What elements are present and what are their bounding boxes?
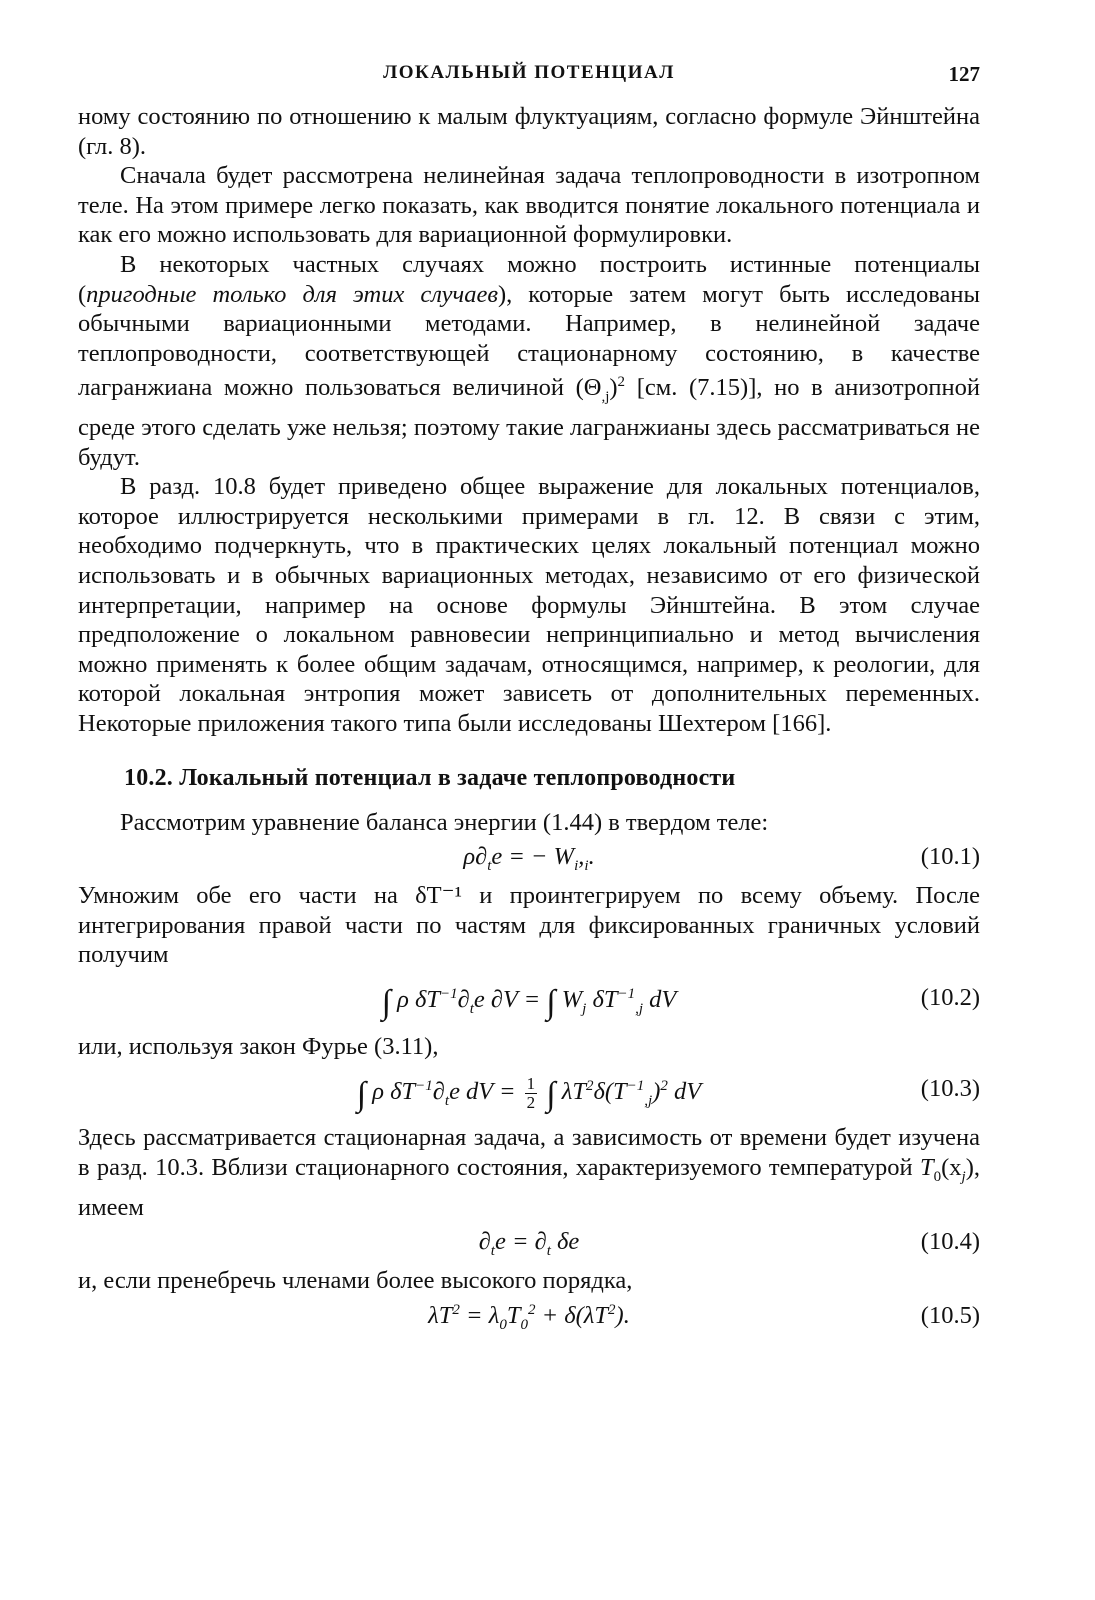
equation-expression: $\rho\partial_te$ = − $W_i,_i$. bbox=[463, 843, 595, 874]
paragraph-8: Здесь рассматривается стационарная задача, а зависимость от времени будет изучена в разд. 10.3. Вблизи стационарного состояния, характеризуемого температурой $T_0(x_j)$, имеем bbox=[78, 1124, 980, 1221]
equation-number: (10.2) bbox=[920, 983, 980, 1011]
equation-10-3 bbox=[78, 1061, 980, 1123]
equation-number: (10.5) bbox=[920, 1301, 980, 1329]
equation-number: (10.4) bbox=[920, 1228, 980, 1256]
paragraph-3: В некоторых частных случаях можно построить истинные потенциалы (пригодные только для этих случаев), которые затем могут быть исследованы обычными вариационными методами. Например, в нелинейной задаче теплопроводности, соответствующей стационарному состоянию, в качестве лагранжиана можно пользоваться величиной $(\Theta_{,j})^2$ [см. (7.15)], но в анизотропной среде этого сделать уже нельзя; поэтому такие лагранжианы здесь рассматриваться не будут. bbox=[78, 250, 981, 471]
italic-phrase: пригодные только для этих случаев bbox=[86, 280, 498, 308]
equation-number: (10.1) bbox=[920, 843, 980, 871]
paragraph-7: или, используя закон Фурье (3.11), bbox=[78, 1032, 439, 1060]
equation-10-2 bbox=[78, 970, 980, 1032]
section-heading: 10.2. Локальный потенциал в задаче теплопроводности bbox=[124, 764, 736, 791]
page-header bbox=[78, 62, 980, 102]
equation-number: (10.3) bbox=[920, 1075, 980, 1103]
equation-expression: $\lambda T^2 = \lambda_0T_0^2 + \delta(\lambda T^2)$. bbox=[428, 1301, 630, 1333]
equation-10-5 bbox=[78, 1296, 980, 1340]
paragraph-5: Рассмотрим уравнение баланса энергии (1.44) в твердом теле: bbox=[120, 808, 769, 836]
paragraph-9: и, если пренебречь членами более высокого порядка, bbox=[78, 1267, 633, 1295]
book-page bbox=[78, 62, 980, 1340]
equation-10-4 bbox=[78, 1222, 980, 1266]
paragraph-4: В разд. 10.8 будет приведено общее выражение для локальных потенциалов, которое иллюстрируется несколькими примерами в гл. 12. В связи с этим, необходимо подчеркнуть, что в практических целях локальный потенциал можно использовать и в обычных вариационных методах, независимо от его физической интерпретации, например на основе формулы Эйнштейна. В этом случае предположение о локальном равновесии непринципиально и метод вычисления можно применять к более общим задачам, относящимся, например, к реологии, для которой локальная энтропия может зависеть от дополнительных переменных. Некоторые приложения такого типа были исследованы Шехтером [166]. bbox=[78, 473, 980, 737]
paragraph-6: Умножим обе его части на δT⁻¹ и проинтегрируем по всему объему. После интегрирования правой части по частям для фиксированных граничных условий получим bbox=[78, 882, 980, 969]
running-title: ЛОКАЛЬНЫЙ ПОТЕНЦИАЛ bbox=[383, 62, 675, 83]
equation-expression: ∫ ρ $\delta T^{-1}\partial_te$ ∂V = ∫ $W_j$ $\delta T^{-1}_{,j}$ dV bbox=[381, 983, 677, 1021]
equation-expression: ∫ ρ $\delta T^{-1}\partial_te$ dV = $\frac{1}{2}$ ∫ $\lambda T^2\delta(T^{-1}_{,j})^2$ dV bbox=[356, 1074, 702, 1114]
paragraph-1: ному состоянию по отношению к малым флуктуациям, согласно формуле Эйнштейна (гл. 8). bbox=[78, 103, 980, 160]
page-number: 127 bbox=[948, 62, 980, 86]
equation-expression: $\partial_te = \partial_t$ δe bbox=[478, 1228, 580, 1260]
paragraph-2: Сначала будет рассмотрена нелинейная задача теплопроводности в изотропном теле. На этом примере легко показать, как вводится понятие локального потенциала и как его можно использовать для вариационной формулировки. bbox=[78, 162, 980, 249]
equation-10-1 bbox=[78, 837, 980, 881]
